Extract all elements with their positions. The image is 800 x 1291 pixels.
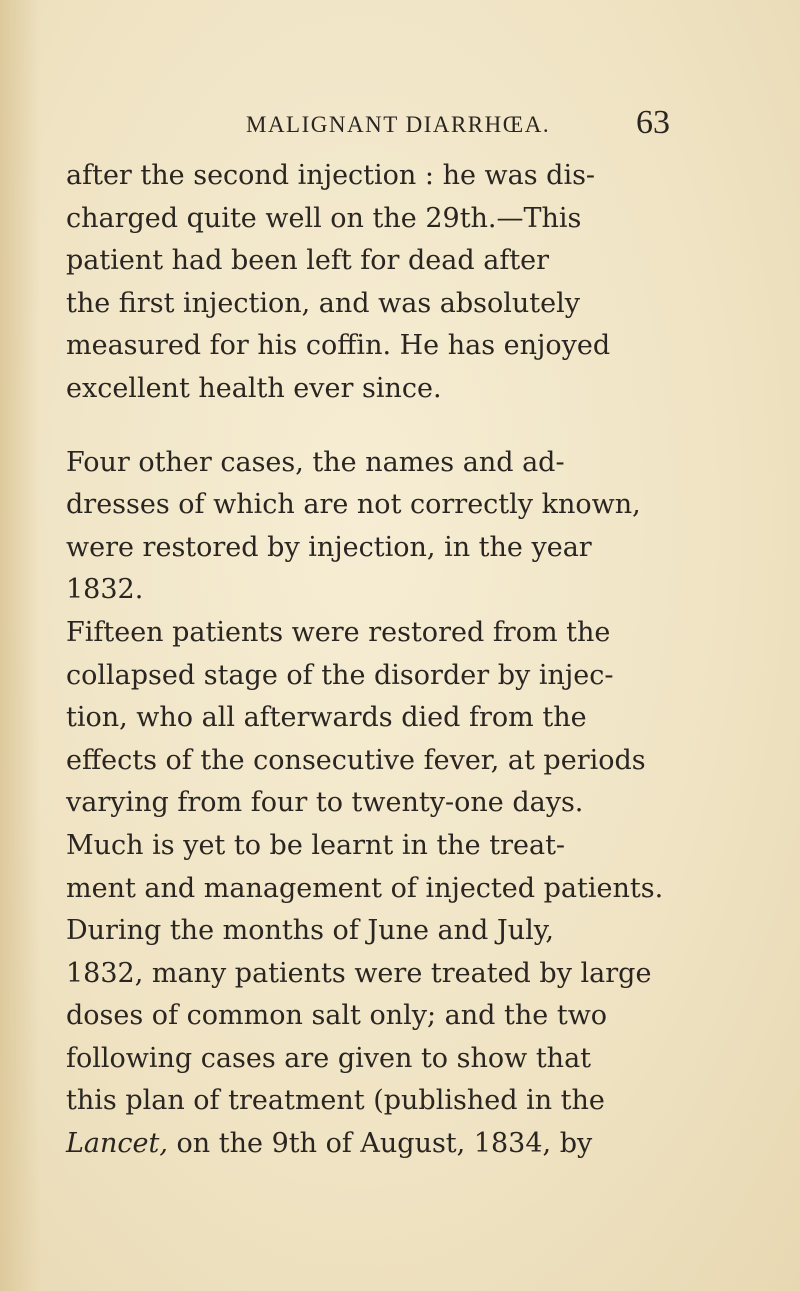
- text-line: ment and management of injected patients.: [66, 872, 664, 904]
- page-gutter-shadow: [0, 0, 40, 1291]
- text-line: excellent health ever since.: [66, 372, 442, 404]
- running-title: MALIGNANT DIARRHŒA.: [246, 112, 551, 137]
- text-line: tion, who all afterwards died from the: [66, 702, 587, 734]
- text-line: doses of common salt only; and the two: [66, 1000, 608, 1032]
- text-line: varying from four to twenty-one days.: [66, 787, 584, 819]
- paragraph-spacer: [66, 411, 786, 442]
- text-line: Fifteen patients were restored from the: [66, 616, 611, 648]
- text-line: During the months of June and July,: [66, 915, 555, 947]
- text-run: on the 9th of August, 1834, by: [167, 1128, 593, 1160]
- text-line: this plan of treatment (published in the: [66, 1085, 605, 1117]
- text-line: 1832.: [66, 574, 144, 606]
- text-line: measured for his coffin. He has enjoyed: [66, 330, 611, 362]
- text-line: patient had been left for dead after: [66, 245, 550, 277]
- paragraph-3: [66, 612, 786, 825]
- page-number: 63: [636, 104, 670, 141]
- text-line: collapsed stage of the disorder by injec-: [66, 659, 614, 691]
- paragraph-1: [66, 155, 786, 411]
- paragraph-4: [66, 825, 786, 910]
- paragraph-2: [66, 442, 786, 612]
- text-line: following cases are given to show that: [66, 1042, 592, 1074]
- text-line: after the second injection : he was dis-: [66, 160, 596, 191]
- text-line: dresses of which are not correctly known,: [66, 489, 641, 521]
- text-line: 1832, many patients were treated by large: [66, 957, 652, 989]
- text-line: [66, 1123, 786, 1166]
- text-line: the first injection, and was absolutely: [66, 287, 581, 319]
- text-line: Four other cases, the names and ad-: [66, 446, 565, 478]
- journal-title: Lancet,: [66, 1128, 168, 1160]
- paragraph-5: [66, 910, 786, 1166]
- text-line: charged quite well on the 29th.—This: [66, 202, 582, 234]
- text-line: effects of the consecutive fever, at periods: [66, 744, 646, 776]
- text-line: were restored by injection, in the year: [66, 531, 592, 563]
- text-line: Much is yet to be learnt in the treat-: [66, 829, 566, 861]
- body-text: [66, 155, 786, 1166]
